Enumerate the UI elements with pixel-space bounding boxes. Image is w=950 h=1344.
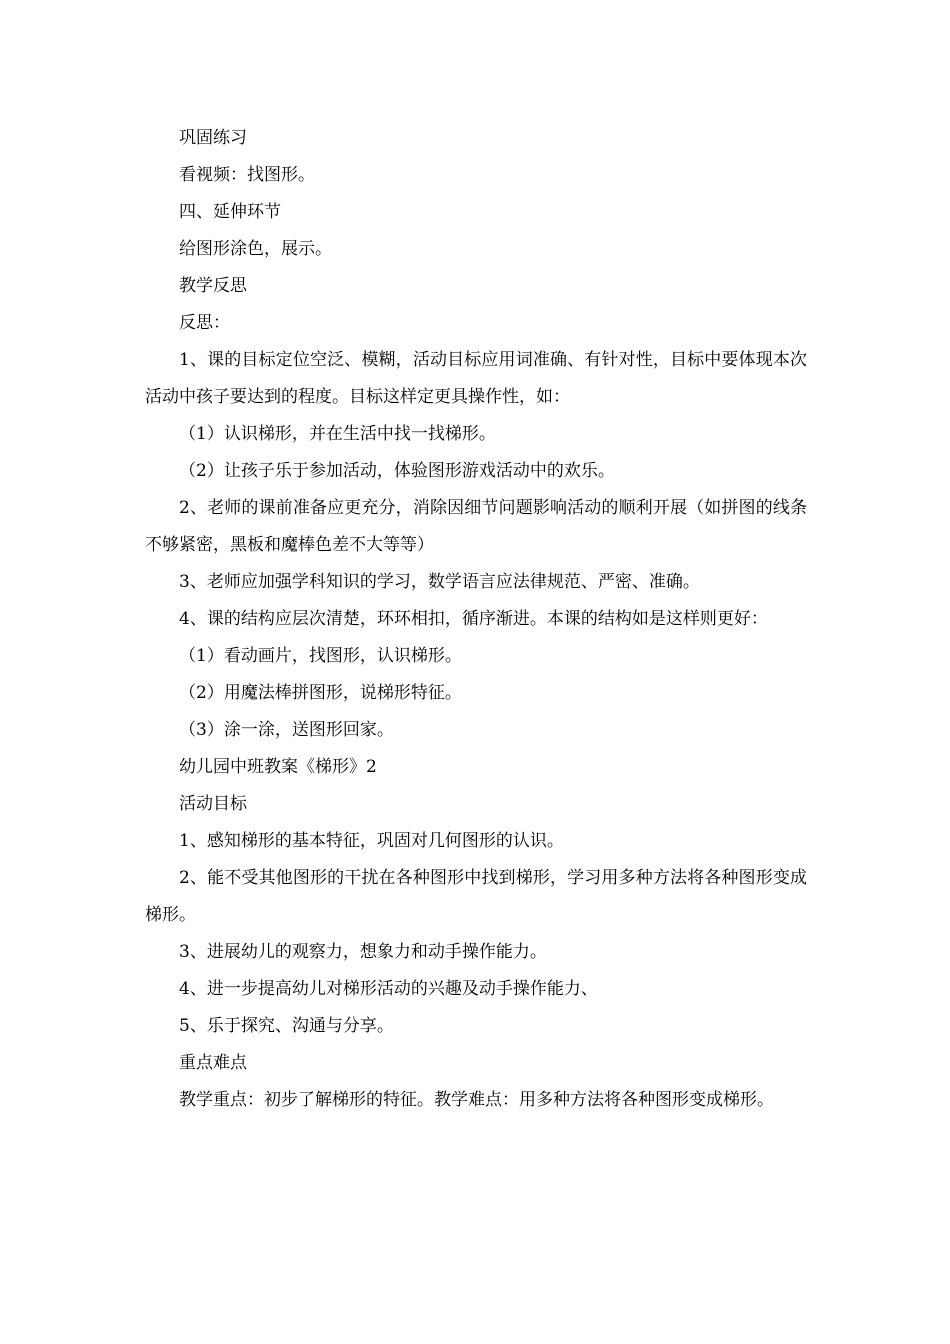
section-heading-extension: 四、延伸环节: [179, 202, 281, 222]
paragraph-goal-3: 3、进展幼儿的观察力，想象力和动手操作能力。: [179, 942, 547, 962]
paragraph-consolidation-practice: 巩固练习: [179, 128, 247, 148]
paragraph-reflection-3: 3、老师应加强学科知识的学习，数学语言应法律规范、严密、准确。: [179, 572, 700, 592]
paragraph-reflection-1: 1、课的目标定位空泛、模糊，活动目标应用词准确、有针对性，目标中要体现本次活动中孩子要达到的程度。目标这样定更具操作性，如：: [145, 350, 807, 407]
paragraph-goal-1: 1、感知梯形的基本特征，巩固对几何图形的认识。: [179, 831, 564, 851]
section-heading-teaching-reflection: 教学反思: [179, 276, 247, 296]
section-heading-key-points: 重点难点: [179, 1053, 247, 1073]
paragraph-goal-5: 5、乐于探究、沟通与分享。: [179, 1016, 394, 1036]
paragraph-reflection-2: 2、老师的课前准备应更充分，消除因细节问题影响活动的顺利开展（如拼图的线条不够紧密，黑板和魔棒色差不大等等）: [145, 498, 807, 555]
paragraph-reflection-4-item-3: （3）涂一涂，送图形回家。: [179, 720, 394, 740]
section-heading-activity-goals: 活动目标: [179, 794, 247, 814]
paragraph-goal-2: 2、能不受其他图形的干扰在各种图形中找到梯形，学习用多种方法将各种图形变成梯形。: [145, 868, 807, 925]
paragraph-reflection-4-item-2: （2）用魔法棒拼图形，说梯形特征。: [179, 683, 462, 703]
paragraph-reflection-4-item-1: （1）看动画片，找图形，认识梯形。: [179, 646, 462, 666]
lesson-title-2: 幼儿园中班教案《梯形》2: [179, 757, 377, 777]
paragraph-reflection-4: 4、课的结构应层次清楚，环环相扣，循序渐进。本课的结构如是这样则更好：: [179, 609, 768, 629]
paragraph-reflection-1-item-2: （2）让孩子乐于参加活动，体验图形游戏活动中的欢乐。: [179, 461, 615, 481]
paragraph-watch-video: 看视频：找图形。: [179, 165, 315, 185]
document-body: [145, 120, 807, 1119]
paragraph-goal-4: 4、进一步提高幼儿对梯形活动的兴趣及动手操作能力、: [179, 979, 598, 999]
paragraph-color-shapes: 给图形涂色，展示。: [179, 239, 332, 259]
paragraph-reflection-label: 反思：: [179, 313, 230, 333]
paragraph-reflection-1-item-1: （1）认识梯形，并在生活中找一找梯形。: [179, 424, 496, 444]
paragraph-key-points: 教学重点：初步了解梯形的特征。教学难点：用多种方法将各种图形变成梯形。: [179, 1090, 774, 1110]
